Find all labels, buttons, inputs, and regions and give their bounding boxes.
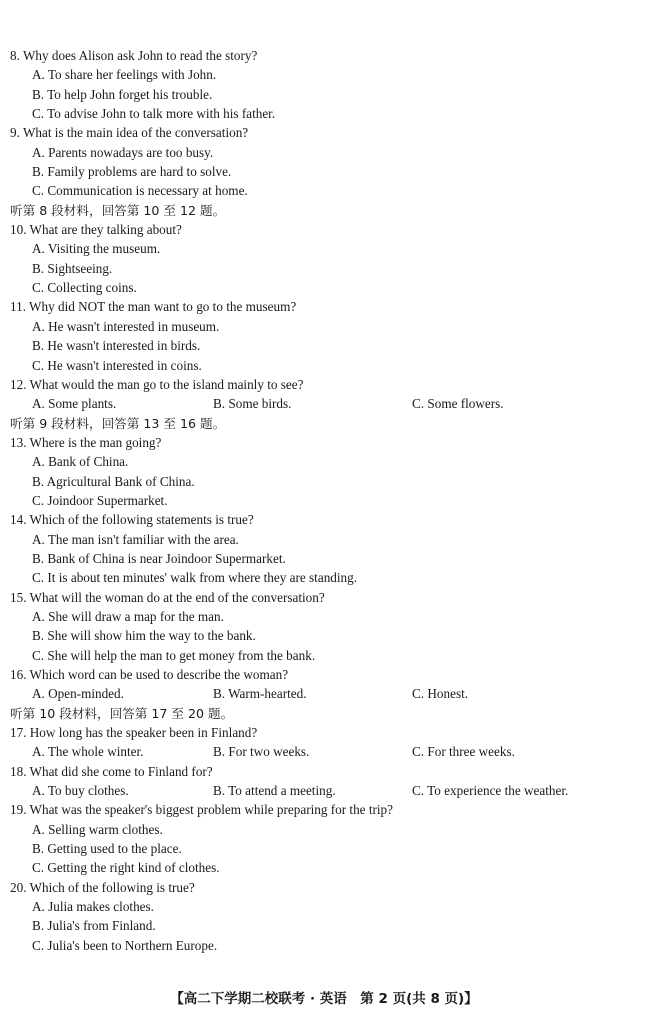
option-text: B. He wasn't interested in birds.	[32, 338, 201, 354]
option-text: A. Julia makes clothes.	[32, 899, 154, 915]
option-row	[10, 781, 630, 800]
option-row	[10, 394, 630, 413]
option-text: C. Some flowers.	[412, 396, 504, 412]
question-text: 16. Which word can be used to describe the woman?	[10, 667, 289, 682]
option-text: A. Open-minded.	[32, 686, 124, 702]
option-text: A. The whole winter.	[32, 744, 144, 760]
option-text: A. Parents nowadays are too busy.	[32, 144, 214, 160]
option-text: A. Selling warm clothes.	[32, 821, 163, 837]
option-text: C. She will help the man to get money from the bank.	[32, 647, 316, 663]
option-row	[10, 742, 630, 761]
section-instruction: 听第 10 段材料，回答第 17 至 20 题。	[10, 705, 234, 721]
question-text: 11. Why did NOT the man want to go to the museum?	[10, 299, 297, 315]
option-text: C. For three weeks.	[412, 744, 515, 760]
question-text: 10. What are they talking about?	[10, 222, 182, 238]
option-text: A. To buy clothes.	[32, 783, 129, 799]
question-text: 15. What will the woman do at the end of the conversation?	[10, 589, 325, 605]
option-text: B. Warm-hearted.	[213, 686, 307, 702]
section-instruction: 听第 8 段材料，回答第 10 至 12 题。	[10, 202, 226, 218]
option-text: B. Julia's from Finland.	[32, 918, 156, 934]
option-text: B. Agricultural Bank of China.	[32, 473, 195, 489]
option-text: C. To experience the weather.	[412, 783, 569, 799]
option-text: B. For two weeks.	[213, 744, 310, 760]
option-text: C. He wasn't interested in coins.	[32, 357, 202, 373]
option-text: B. To attend a meeting.	[213, 783, 336, 799]
page-footer: 【高二下学期二校联考 · 英语 第 2 页(共 8 页)】	[170, 991, 478, 1007]
question-text: 13. Where is the man going?	[10, 434, 162, 450]
section-instruction: 听第 9 段材料，回答第 13 至 16 题。	[10, 415, 226, 431]
option-text: B. Some birds.	[213, 396, 292, 412]
option-text: B. Getting used to the place.	[32, 841, 182, 857]
option-text: C. Joindoor Supermarket.	[32, 492, 168, 508]
option-text: A. She will draw a map for the man.	[32, 608, 224, 624]
option-text: A. To share her feelings with John.	[32, 67, 217, 83]
question-text: 12. What would the man go to the island mainly to see?	[10, 376, 304, 392]
option-text: C. It is about ten minutes' walk from where they are standing.	[32, 570, 358, 586]
option-text: A. Visiting the museum.	[32, 241, 161, 257]
option-text: A. Some plants.	[32, 396, 117, 412]
option-text: B. She will show him the way to the bank.	[32, 628, 256, 644]
option-text: A. The man isn't familiar with the area.	[32, 531, 239, 547]
option-text: C. Communication is necessary at home.	[32, 183, 248, 199]
question-text: 17. How long has the speaker been in Finland?	[10, 725, 258, 741]
option-text: C. To advise John to talk more with his father.	[32, 106, 276, 122]
option-text: A. He wasn't interested in museum.	[32, 318, 220, 334]
option-text: A. Bank of China.	[32, 454, 129, 470]
option-text: C. Julia's been to Northern Europe.	[32, 937, 218, 953]
question-text: 14. Which of the following statements is true?	[10, 512, 254, 528]
question-text: 19. What was the speaker's biggest problem while preparing for the trip?	[10, 802, 393, 818]
option-text: C. Collecting coins.	[32, 280, 137, 296]
option-text: B. To help John forget his trouble.	[32, 86, 213, 102]
question-text: 9. What is the main idea of the conversation?	[10, 125, 249, 141]
option-text: C. Honest.	[412, 686, 469, 702]
option-text: B. Family problems are hard to solve.	[32, 164, 232, 180]
option-text: B. Bank of China is near Joindoor Supermarket.	[32, 550, 286, 566]
question-text: 20. Which of the following is true?	[10, 879, 195, 895]
option-text: B. Sightseeing.	[32, 260, 113, 276]
question-text: 18. What did she come to Finland for?	[10, 763, 213, 779]
question-text: 8. Why does Alison ask John to read the story?	[10, 48, 258, 63]
option-text: C. Getting the right kind of clothes.	[32, 860, 220, 876]
option-row	[10, 684, 630, 703]
question-list	[10, 46, 630, 955]
